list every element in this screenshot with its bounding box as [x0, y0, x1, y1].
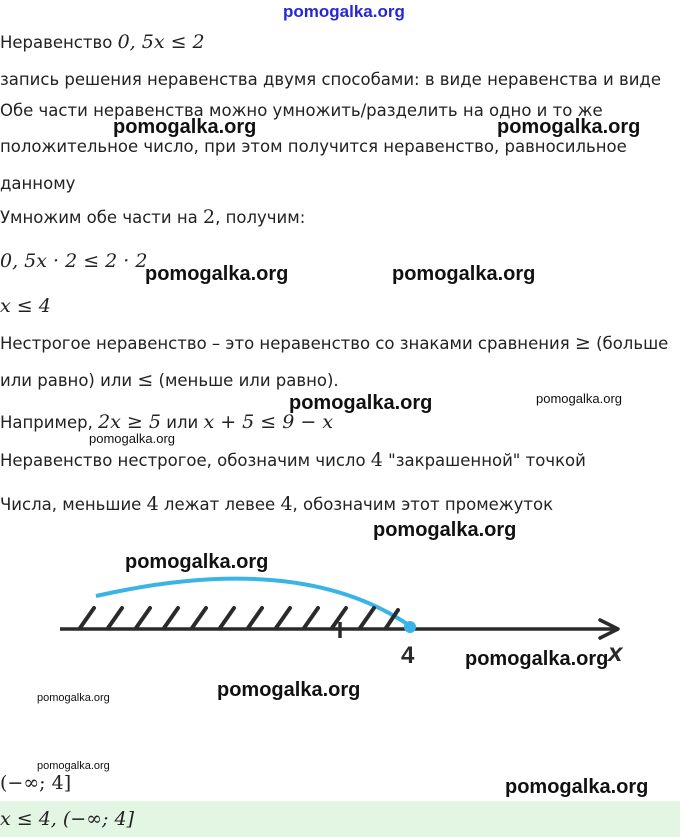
definition-text-end: (больше: [590, 334, 669, 353]
definition-text-end: (меньше или равно).: [153, 371, 339, 390]
interval-text-end: , обозначим этот промежуток: [292, 495, 554, 514]
example-math-2: x + 5 ≤ 9 − x: [203, 411, 334, 433]
watermark-text: pomogalka.org: [505, 776, 649, 798]
text-line-4: положительное число, при этом получится неравенство, равносильное: [0, 137, 627, 156]
watermark-text: pomogalka.org: [113, 116, 257, 138]
interval-notation: [0, 772, 71, 794]
text-line-3: Обе части неравенства можно умножить/разделить на одно и то же: [0, 101, 603, 120]
interval-line: [0, 493, 553, 515]
math-result: [0, 295, 51, 317]
multiply-text: Умножим обе части на: [0, 208, 203, 227]
math-line: 0, 5x · 2 ≤ 2 · 2: [0, 250, 148, 272]
statement-label: Неравенство: [0, 33, 118, 52]
math-line: x ≤ 4: [0, 295, 51, 317]
math-multiplied: [0, 250, 147, 272]
point-text-end: "закрашенной" точкой: [382, 451, 586, 470]
axis-label-x: x: [608, 637, 623, 667]
definition-line-1: [0, 332, 668, 354]
example-line: [0, 411, 333, 433]
watermark-text: pomogalka.org: [125, 551, 269, 573]
example-math-1: 2x ≥ 5: [98, 411, 161, 433]
watermark-text: pomogalka.org: [145, 263, 289, 285]
multiply-step: [0, 206, 305, 228]
definition-line-2: [0, 369, 339, 391]
watermark-text: pomogalka.org: [536, 391, 622, 406]
answer-math: x ≤ 4, (−∞; 4]: [0, 808, 134, 830]
filled-point-4: [404, 621, 416, 633]
watermark-text: pomogalka.org: [289, 392, 433, 414]
text-line-2: запись решения неравенства двумя способами: в виде неравенства и виде: [0, 70, 661, 89]
multiply-text-end: , получим:: [215, 208, 306, 227]
inequality-math: 0, 5x ≤ 2: [117, 31, 205, 53]
watermark-text: pomogalka.org: [37, 692, 110, 704]
text-line-5: данному: [0, 174, 76, 193]
ge-symbol: ≥: [574, 332, 591, 354]
point-text: Неравенство нестрогое, обозначим число: [0, 451, 371, 470]
example-text: Например,: [0, 413, 99, 432]
watermark-text: pomogalka.org: [89, 431, 175, 446]
interval-math: (−∞; 4]: [0, 772, 72, 794]
hatch-marks: [80, 608, 398, 628]
watermark-text: pomogalka.org: [465, 648, 609, 670]
multiply-number: 2: [203, 206, 216, 228]
watermark-text: pomogalka.org: [217, 679, 361, 701]
le-symbol: ≤: [137, 369, 154, 391]
interval-text: Числа, меньшие: [0, 495, 147, 514]
watermark-text: pomogalka.org: [497, 116, 641, 138]
example-or: или: [160, 413, 204, 432]
definition-text: Нестрогое неравенство – это неравенство со знаками сравнения: [0, 334, 575, 353]
definition-text: или равно) или: [0, 371, 138, 390]
point-number: 4: [370, 449, 383, 471]
inequality-statement: [0, 31, 205, 53]
watermark-text: pomogalka.org: [392, 263, 536, 285]
watermark-text: pomogalka.org: [37, 760, 110, 772]
point-line: [0, 449, 586, 471]
interval-number-1: 4: [146, 493, 159, 515]
watermark-text: pomogalka.org: [373, 519, 517, 541]
site-header-watermark[interactable]: pomogalka.org: [283, 2, 405, 21]
interval-text-mid: лежат левее: [158, 495, 281, 514]
interval-number-2: 4: [280, 493, 293, 515]
point-label-4: 4: [401, 642, 415, 669]
answer-line: [0, 808, 134, 830]
